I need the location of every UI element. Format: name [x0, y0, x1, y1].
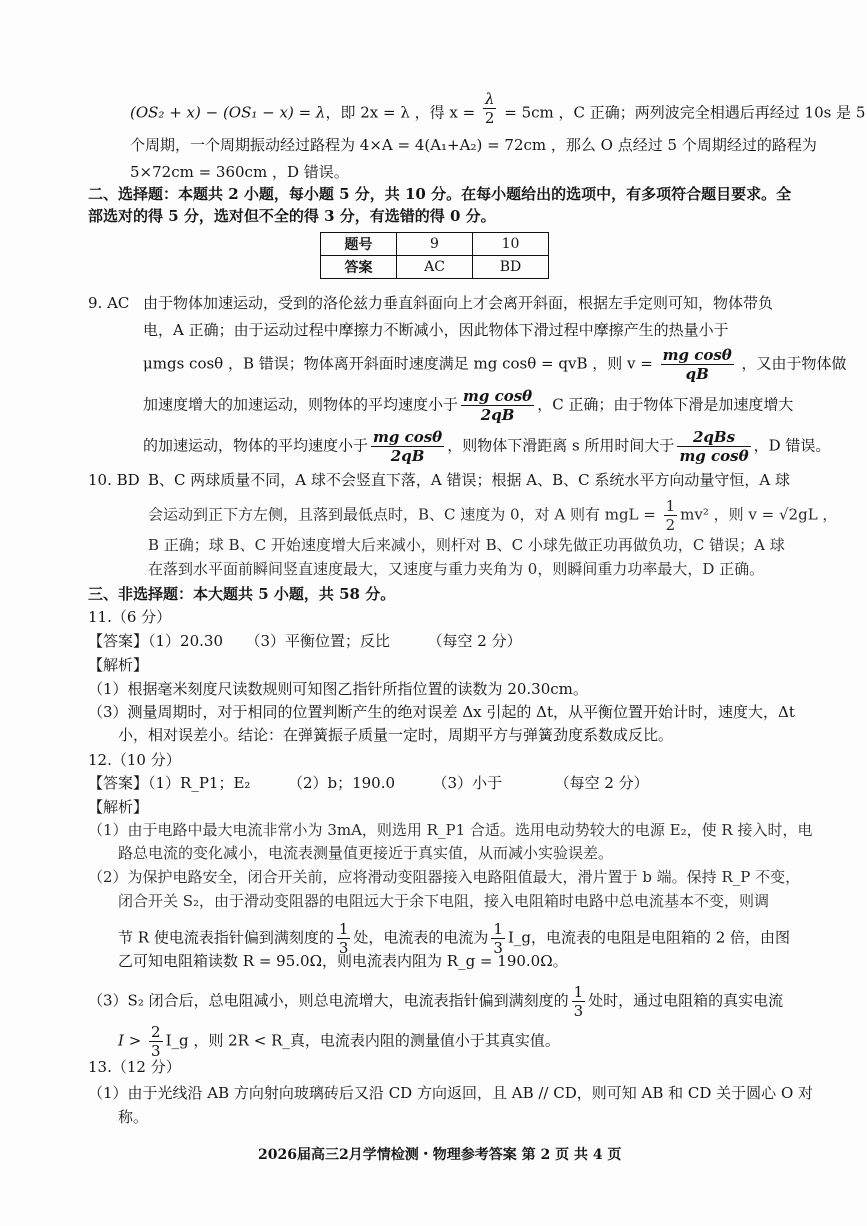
q13-para-1-cont: 称。 [118, 1108, 149, 1126]
fraction: $\frac{2}{3}$ [151, 1023, 161, 1060]
top-line-1: (OS₂ + x) − (OS₁ − x) = λ，即 2x = λ ，得 x = $\frac{\lambda}{2}$ = 5cm ，C 正确；两列波完全相遇后再经过 10s 是 5 [130, 90, 866, 127]
q12-para-2-c: 节 R 使电流表指针偏到满刻度的 $\frac{1}{3}$ 处，电流表的电流为 $\frac{1}{3}$ I_g，电流表的电阻是电阻箱的 2 倍，由图 [118, 920, 791, 957]
q10-line-2: 会运动到正下方左侧，且落到最低点时，B、C 速度为 0，对 A 则有 mgL = $\frac{1}{2}$ mv² ，则 v = √2gL ， [148, 497, 838, 534]
q9-line-2: 电，A 正确；由于运动过程中摩擦力不断减小，因此物体下滑过程中摩擦产生的热量小于 [143, 321, 729, 339]
table-cell: 题号 [321, 233, 397, 256]
fraction: $\frac{1}{3}$ [573, 983, 584, 1020]
table-cell: 10 [473, 233, 549, 256]
fraction: $\frac{1}{2}$ [665, 497, 676, 534]
q13-para-1: （1）由于光线沿 AB 方向射向玻璃砖后又沿 CD 方向返回，且 AB // CD，则可知 AB 和 CD 关于圆心 O 对 [88, 1084, 814, 1102]
fraction: $\frac{1}{3}$ [493, 920, 503, 957]
fraction: $\frac{1}{3}$ [338, 920, 349, 957]
q12-para-2-d: 乙可知电阻箱读数 R = 95.0Ω，则电流表内阻为 R_g = 190.0Ω。 [118, 952, 568, 970]
table-cell: AC [397, 256, 473, 279]
top-line-3: 5×72cm = 360cm ，D 错误。 [130, 163, 349, 181]
q10-number: 10. BD [88, 471, 140, 489]
q12-para-1: （1）由于电路中最大电流非常小为 3mA，则选用 R_P1 合适。选用电动势较大的电源 E₂，使 R 接入时，电 [88, 821, 813, 839]
table-row [321, 256, 549, 279]
q10-line-3: B 正确；球 B、C 开始速度增大后来减小，则杆对 B、C 小球先做正功再做负功，C 错误；A 球 [148, 536, 785, 554]
q11-analysis: 【解析】 [88, 656, 149, 674]
q9-number: 9. AC [88, 294, 130, 312]
q12-para-3: （3）S₂ 闭合后，总电阻减小，则总电流增大，电流表指针偏到满刻度的 $\frac{1}{3}$ 处时，通过电阻箱的真实电流 [88, 983, 784, 1020]
table-cell: BD [473, 256, 549, 279]
fraction: $\frac{\text{mg cosθ}}{2qB}$ [373, 428, 443, 465]
q12-analysis: 【解析】 [88, 798, 149, 816]
top-line-2: 个周期，一个周期振动经过路程为 4×A = 4(A₁+A₂) = 72cm ，那么 O 点经过 5 个周期经过的路程为 [130, 136, 817, 154]
q11-para-2: （3）测量周期时，对于相同的位置判断产生的绝对误差 Δx 引起的 Δt，从平衡位置开始计时，速度大，Δt [88, 703, 795, 721]
q9-line-4: 加速度增大的加速运动，则物体的平均速度小于 $\frac{\text{mg cosθ}}{2qB}$ ，C 正确；由于物体下滑是加速度增大 [143, 387, 794, 424]
q11-title: 11.（6 分） [88, 608, 172, 626]
q12-answer: 【答案】（1）R_P1；E₂ （2）b；190.0 （3）小于 （每空 2 分） [88, 774, 649, 792]
q12-para-3-cont: I > $\frac{2}{3}$ I_g ，则 2R < R_真，电流表内阻的测量值小于其真实值。 [118, 1023, 560, 1060]
fraction: $\frac{\text{mg cosθ}}{qB}$ [662, 346, 732, 383]
q11-para-1: （1）根据毫米刻度尺读数规则可知图乙指针所指位置的读数为 20.30cm。 [88, 680, 588, 698]
q9-line-5: 的加速运动，物体的平均速度小于 $\frac{\text{mg cosθ}}{2qB}$ ，则物体下滑距离 s 所用时间大于 2qBs mg cosθ ，D 错误。 [143, 428, 831, 465]
q12-title: 12.（10 分） [88, 751, 181, 769]
section-2-heading: 二、选择题：本题共 2 小题，每小题 5 分，共 10 分。在每小题给出的选项中，有多项符合题目要求。全 [88, 185, 792, 203]
q12-para-1-cont: 路总电流的变化减小，电流表测量值更接近于真实值，从而减小实验误差。 [118, 844, 614, 862]
table-cell: 答案 [321, 256, 397, 279]
q10-line-1: B、C 两球质量不同，A 球不会竖直下落，A 错误；根据 A、B、C 系统水平方向动量守恒，A 球 [148, 471, 790, 489]
fraction: $\frac{\text{mg cosθ}}{2qB}$ [463, 387, 533, 424]
section-2-heading-cont: 部选对的得 5 分，选对但不全的得 3 分，有选错的得 0 分。 [88, 207, 496, 225]
table-cell: 9 [397, 233, 473, 256]
section-3-heading: 三、非选择题：本大题共 5 小题，共 58 分。 [88, 585, 396, 603]
q12-para-2-b: 闭合开关 S₂，由于滑动变阻器的电阻远大于余下电阻，接入电阻箱时电路中总电流基本不变，则调 [118, 892, 770, 910]
table-row [321, 233, 549, 256]
q10-line-4: 在落到水平面前瞬间竖直速度最大，又速度与重力夹角为 0，则瞬间重力功率最大，D 正确。 [148, 560, 765, 578]
q9-line-1: 由于物体加速运动，受到的洛伦兹力垂直斜面向上才会离开斜面，根据左手定则可知，物体带负 [143, 294, 774, 312]
q12-para-2: （2）为保护电路安全，闭合开关前，应将滑动变阻器接入电路阻值最大，滑片置于 b 端。保持 R_P 不变， [88, 868, 801, 886]
q11-para-2-cont: 小，相对误差小。结论：在弹簧振子质量一定时，周期平方与弹簧劲度系数成反比。 [118, 726, 674, 744]
fraction: $\frac{\lambda}{2}$ [484, 90, 495, 127]
page-footer: 2026届高三2月学情检测・物理参考答案 第 2 页 共 4 页 [258, 1147, 622, 1163]
q13-title: 13.（12 分） [88, 1058, 181, 1076]
fraction: 2qBs mg cosθ [679, 428, 749, 465]
q11-answer: 【答案】（1）20.30 （3）平衡位置；反比 （每空 2 分） [88, 632, 522, 650]
answer-table [320, 232, 549, 279]
equation: (OS₂ + x) − (OS₁ − x) = λ [130, 103, 326, 122]
q9-line-3: μmgs cosθ ，B 错误；物体离开斜面时速度满足 mg cosθ = qvB ，则 v = $\frac{\text{mg cosθ}}{qB}$ ，又由于物体做 [143, 346, 847, 383]
